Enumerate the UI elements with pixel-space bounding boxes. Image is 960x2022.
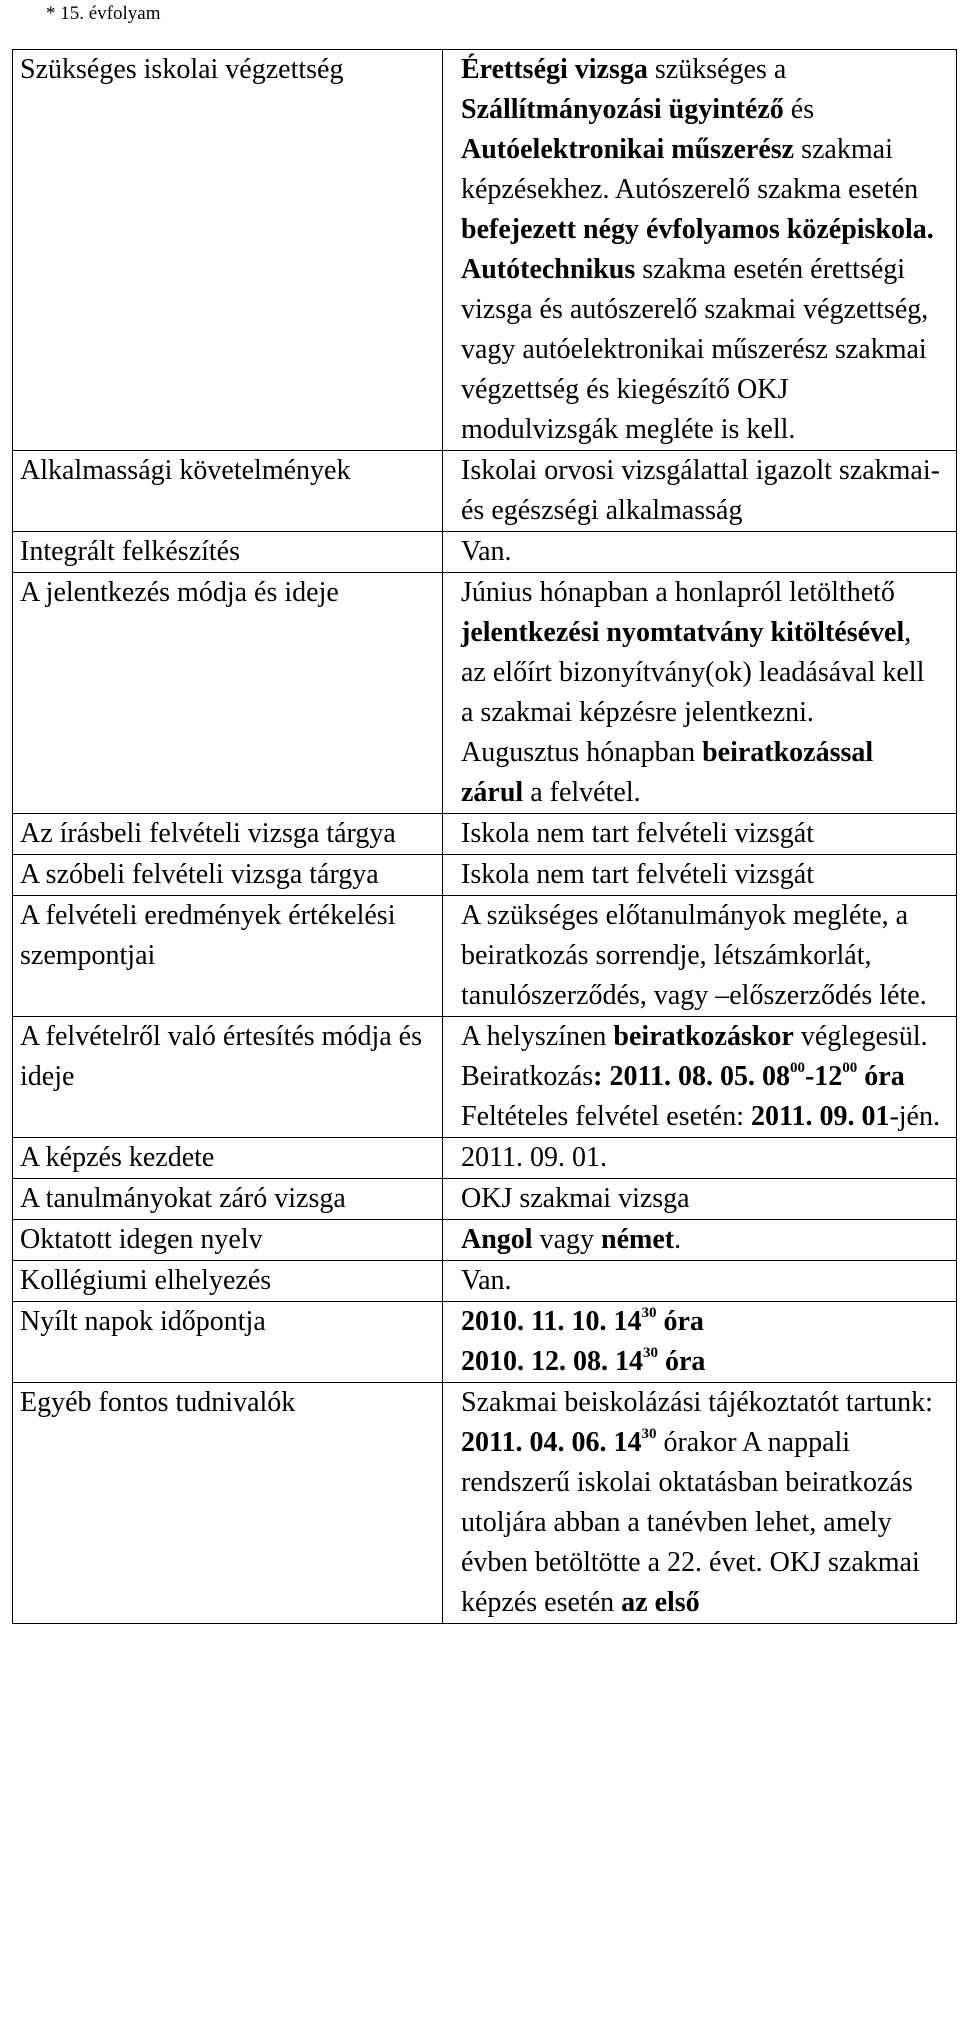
bold-text: 2011. 04. 06. 14 xyxy=(461,1427,642,1458)
row-value xyxy=(443,1017,957,1138)
bold-text: 2010. 11. 10. 14 xyxy=(461,1306,642,1337)
table-row xyxy=(13,1383,957,1624)
row-value xyxy=(443,1261,957,1302)
text-segment: . xyxy=(674,1224,682,1255)
row-label: Nyílt napok időpontja xyxy=(13,1302,443,1383)
text-segment: Van. xyxy=(461,1265,512,1296)
bold-text: befejezett négy évfolyamos középiskola. xyxy=(461,214,934,245)
superscript-text: 00 xyxy=(842,1060,858,1076)
row-label: Egyéb fontos tudnivalók xyxy=(13,1383,443,1624)
row-label: Alkalmassági követelmények xyxy=(13,451,443,532)
footnote: * 15. évfolyam xyxy=(46,3,161,24)
text-segment: szakma esetén érettségi vizsga és autószerelő szakmai végzettség, vagy autóelektronikai műszerész szakmai végzettség és kiegészítő OKJ modulvizsgák megléte is kell. xyxy=(461,254,929,445)
row-label: Kollégiumi elhelyezés xyxy=(13,1261,443,1302)
bold-text: beiratkozással zárul xyxy=(461,737,874,808)
bold-text: beiratkozáskor xyxy=(613,1021,794,1052)
bold-text: óra xyxy=(658,1346,706,1377)
bold-text: Angol xyxy=(461,1224,533,1255)
row-value xyxy=(443,532,957,573)
table-row xyxy=(13,573,957,814)
row-label: A felvételi eredmények értékelési szempontjai xyxy=(13,896,443,1017)
text-segment: szakmai képzésekhez. Autószerelő szakma esetén xyxy=(461,134,919,205)
bold-text: Autótechnikus xyxy=(461,254,636,285)
table-row xyxy=(13,50,957,451)
superscript-text: 30 xyxy=(641,1426,657,1442)
admission-info-table xyxy=(12,49,957,1624)
bold-text: német xyxy=(601,1224,675,1255)
text-segment: -jén. xyxy=(889,1101,940,1132)
row-label: Integrált felkészítés xyxy=(13,532,443,573)
superscript-text: 00 xyxy=(789,1060,805,1076)
row-label: A szóbeli felvételi vizsga tárgya xyxy=(13,855,443,896)
text-segment: véglegesül. Beiratkozás xyxy=(461,1021,928,1092)
row-value xyxy=(443,1220,957,1261)
table-row xyxy=(13,896,957,1017)
text-segment: Van. xyxy=(461,536,512,567)
row-label: Az írásbeli felvételi vizsga tárgya xyxy=(13,814,443,855)
row-value xyxy=(443,855,957,896)
table-row xyxy=(13,814,957,855)
text-segment: Feltételes felvétel esetén: xyxy=(461,1101,751,1132)
text-segment: órakor A nappali rendszerű iskolai oktatásban beiratkozás utoljára abban a tanévben lehet, amely évben betöltötte a 22. évet. OKJ szakmai képzés esetén xyxy=(461,1427,920,1618)
text-segment: , az előírt bizonyítvány(ok) leadásával kell a szakmai képzésre jelentkezni. Augusztus hónapban xyxy=(461,617,925,768)
table-row xyxy=(13,451,957,532)
row-value xyxy=(443,1179,957,1220)
text-segment: A szükséges előtanulmányok megléte, a beiratkozás sorrendje, létszámkorlát, tanulószerződés, vagy –előszerződés léte. xyxy=(461,900,927,1011)
table-row xyxy=(13,532,957,573)
row-label: A felvételről való értesítés módja és ideje xyxy=(13,1017,443,1138)
bold-text: óra xyxy=(857,1061,905,1092)
row-value xyxy=(443,896,957,1017)
text-segment: szükséges a xyxy=(647,54,787,85)
text-segment: Iskolai orvosi vizsgálattal igazolt szakmai- és egészségi alkalmasság xyxy=(461,455,940,526)
table-row xyxy=(13,1302,957,1383)
table-row xyxy=(13,1179,957,1220)
text-segment: és xyxy=(783,94,815,125)
row-label: A képzés kezdete xyxy=(13,1138,443,1179)
text-segment: Június hónapban a honlapról letölthető xyxy=(461,577,895,608)
row-value xyxy=(443,1383,957,1624)
text-segment: vagy xyxy=(532,1224,602,1255)
row-value xyxy=(443,451,957,532)
text-segment: Iskola nem tart felvételi vizsgát xyxy=(461,859,814,890)
table-row xyxy=(13,855,957,896)
bold-text: óra xyxy=(656,1306,704,1337)
text-segment: 2011. 09. 01. xyxy=(461,1142,607,1173)
row-value xyxy=(443,814,957,855)
bold-text: -12 xyxy=(804,1061,843,1092)
row-value xyxy=(443,50,957,451)
text-segment: Szakmai beiskolázási tájékoztatót tartunk: xyxy=(461,1387,933,1418)
bold-text: : 2011. 08. 05. 08 xyxy=(593,1061,790,1092)
bold-text: Autóelektronikai műszerész xyxy=(461,134,795,165)
row-label: A tanulmányokat záró vizsga xyxy=(13,1179,443,1220)
table-row xyxy=(13,1261,957,1302)
bold-text: jelentkezési nyomtatvány kitöltésével xyxy=(461,617,905,648)
bold-text: Érettségi vizsga xyxy=(461,54,648,85)
bold-text: 2011. 09. 01 xyxy=(750,1101,890,1132)
bold-text: az első xyxy=(621,1587,700,1618)
superscript-text: 30 xyxy=(641,1305,657,1321)
bold-text: Szállítmányozási ügyintéző xyxy=(461,94,784,125)
text-segment: Iskola nem tart felvételi vizsgát xyxy=(461,818,814,849)
text-segment: a felvétel. xyxy=(523,777,641,808)
row-value xyxy=(443,1138,957,1179)
row-label: A jelentkezés módja és ideje xyxy=(13,573,443,814)
table-row xyxy=(13,1017,957,1138)
table-row xyxy=(13,1220,957,1261)
row-label: Szükséges iskolai végzettség xyxy=(13,50,443,451)
table-row xyxy=(13,1138,957,1179)
row-value xyxy=(443,573,957,814)
text-segment: OKJ szakmai vizsga xyxy=(461,1183,690,1214)
row-value xyxy=(443,1302,957,1383)
text-segment: A helyszínen xyxy=(461,1021,614,1052)
row-label: Oktatott idegen nyelv xyxy=(13,1220,443,1261)
bold-text: 2010. 12. 08. 14 xyxy=(461,1346,643,1377)
superscript-text: 30 xyxy=(643,1345,658,1361)
